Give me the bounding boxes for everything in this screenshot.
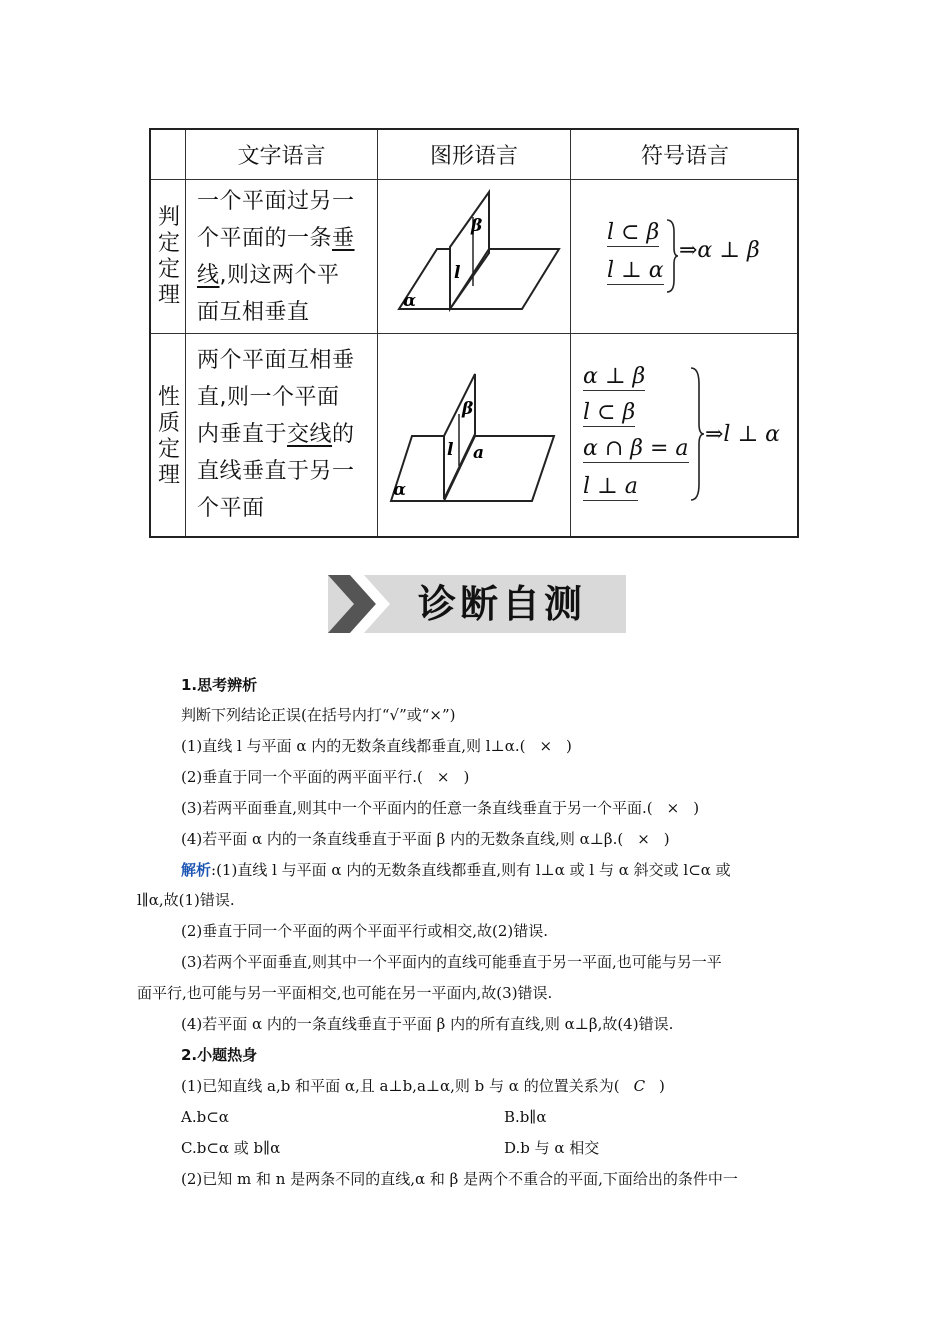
criterion-symbol: l ⊂ β l ⊥ α ⇒α ⊥ β	[571, 182, 799, 332]
row-label-property: 性 质 定 理	[157, 384, 180, 488]
question-2: (2)垂直于同一个平面的两平面平行.( × )	[181, 768, 470, 786]
keyword-perpendicular: 垂	[332, 226, 355, 251]
answer-2: ×	[436, 768, 450, 786]
section1-intro: 判断下列结论正误(在括号内打“√”或“×”)	[181, 706, 456, 724]
label-alpha: α	[403, 291, 417, 311]
property-symbol: α ⊥ β l ⊂ β α ∩ β = a l ⊥ a ⇒l ⊥ α	[571, 336, 799, 538]
label-beta: β	[471, 216, 483, 236]
banner-title: 诊断自测	[417, 582, 586, 626]
explanation-1-cont: l∥α,故(1)错误.	[137, 891, 235, 909]
problem-1: (1)已知直线 a,b 和平面 α,且 a⊥b,a⊥α,则 b 与 α 的位置关系为( C )	[181, 1077, 665, 1095]
explanation-4: (4)若平面 α 内的一条直线垂直于平面 β 内的所有直线,则 α⊥β,故(4)错误.	[181, 1015, 674, 1033]
explanation-3: (3)若两个平面垂直,则其中一个平面内的直线可能垂直于另一平面,也可能与另一平	[181, 953, 722, 971]
option-c: C.b⊂α 或 b∥α	[181, 1139, 281, 1157]
theorem-table	[149, 128, 799, 538]
label-a: a	[473, 443, 485, 463]
problem-2: (2)已知 m 和 n 是两条不同的直线,α 和 β 是两个不重合的平面,下面给出的条件中一	[181, 1170, 738, 1188]
question-4: (4)若平面 α 内的一条直线垂直于平面 β 内的无数条直线,则 α⊥β.( × )	[181, 830, 670, 848]
header-figure-language: 图形语言	[429, 144, 518, 169]
section2-title: 2.小题热身	[181, 1046, 258, 1064]
property-figure	[379, 336, 569, 538]
header-text-language: 文字语言	[237, 144, 326, 169]
question-1: (1)直线 l 与平面 α 内的无数条直线都垂直,则 l⊥α.( × )	[181, 737, 572, 755]
table-divider	[151, 179, 797, 180]
criterion-figure	[379, 182, 569, 332]
row-label-criterion: 判 定 定 理	[157, 205, 180, 308]
explanation-1: 解析:(1)直线 l 与平面 α 内的无数条直线都垂直,则有 l⊥α 或 l 与 α 斜交或 l⊂α 或	[181, 861, 731, 879]
answer-1: ×	[539, 737, 553, 755]
property-description: 两个平面互相垂 直,则一个平面 内垂直于交线的 直线垂直于另一 个平面	[197, 348, 355, 521]
section1-title: 1.思考辨析	[181, 676, 258, 694]
answer-4: ×	[637, 830, 650, 848]
criterion-description: 一个平面过另一 个平面的一条垂 线,则这两个平 面互相垂直	[197, 189, 355, 325]
plane-beta	[450, 192, 489, 309]
answer-problem-1: C	[633, 1077, 646, 1095]
label-l: l	[454, 263, 461, 283]
header-symbol-language: 符号语言	[640, 144, 729, 169]
label-l: l	[447, 440, 454, 460]
label-alpha: α	[393, 480, 407, 500]
option-d: D.b 与 α 相交	[504, 1139, 600, 1157]
option-a: A.b⊂α	[181, 1108, 229, 1126]
explanation-3-cont: 面平行,也可能与另一平面相交,也可能在另一平面内,故(3)错误.	[137, 984, 553, 1002]
answer-3: ×	[666, 799, 680, 817]
explanation-2: (2)垂直于同一个平面的两个平面平行或相交,故(2)错误.	[181, 922, 549, 940]
label-beta: β	[462, 399, 474, 419]
right-brace-icon	[689, 366, 705, 502]
keyword-intersection-line: 交线	[287, 422, 333, 447]
question-3: (3)若两平面垂直,则其中一个平面内的任意一条直线垂直于另一个平面.( × )	[181, 799, 700, 817]
table-divider	[151, 333, 797, 334]
section-banner	[328, 575, 626, 633]
keyword-line: 线	[197, 263, 220, 288]
right-brace-icon	[665, 218, 679, 294]
explanation-label: 解析	[181, 861, 212, 879]
option-b: B.b∥α	[504, 1108, 547, 1126]
